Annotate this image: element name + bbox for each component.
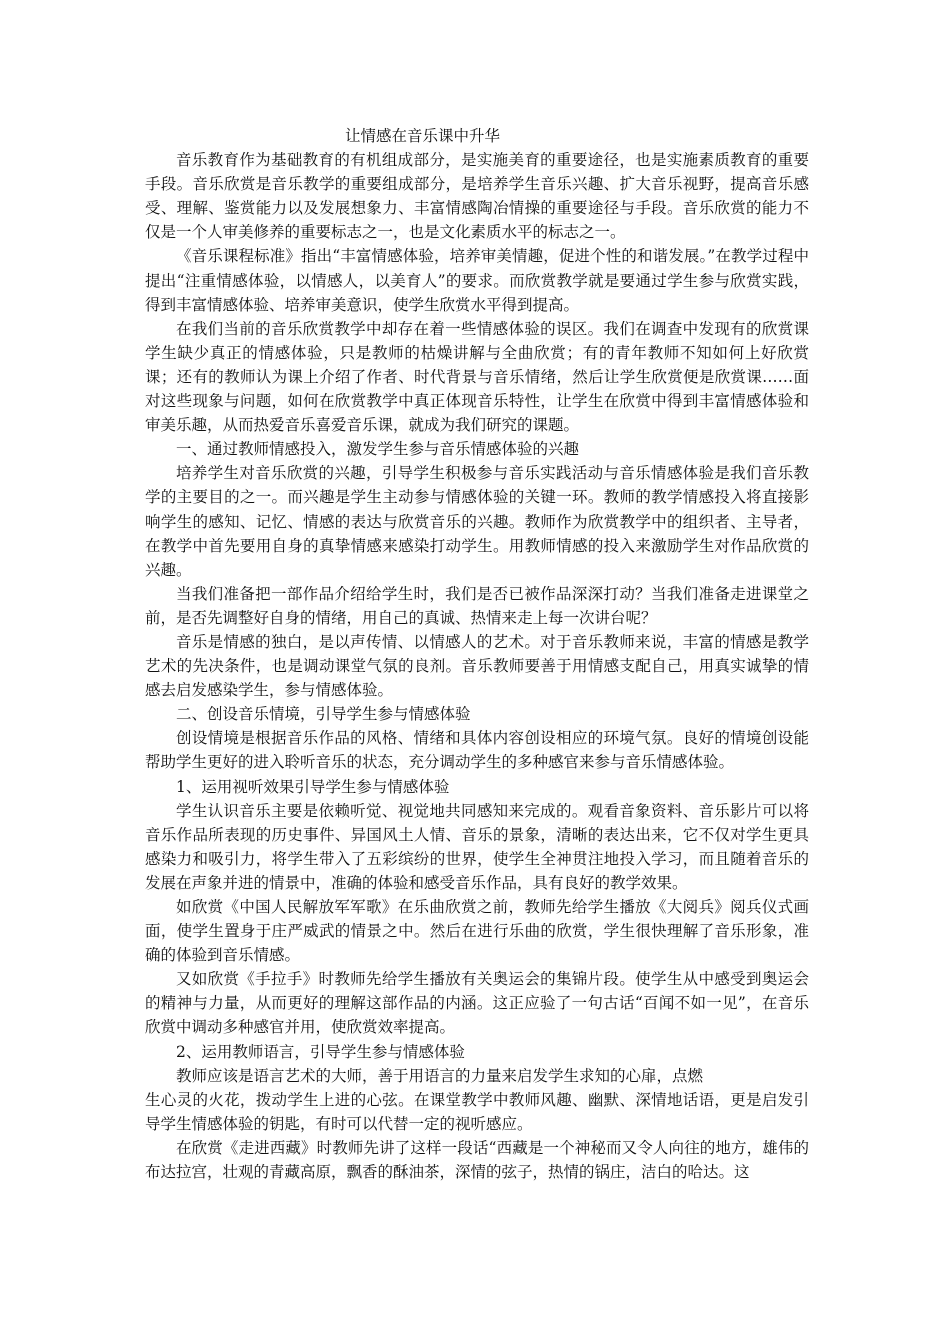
subsection-heading: 1、运用视听效果引导学生参与情感体验 [176, 777, 450, 796]
paragraph-continuation: 生心灵的火花，拨动学生上进的心弦。在课堂教学中教师风趣、幽默、深情地话语，更是启发引导学生情感体验的钥匙，有时可以代替一定的视听感应。 [145, 1090, 809, 1133]
paragraph: 在我们当前的音乐欣赏教学中却存在着一些情感体验的误区。我们在调查中发现有的欣赏课学生缺少真正的情感体验，只是教师的枯燥讲解与全曲欣赏；有的青年教师不知如何上好欣赏课；还有的教师认为课上介绍了作者、时代背景与音乐情绪，然后让学生欣赏便是欣赏课……面对这些现象与问题，如何在欣赏教学中真正体现音乐特性，让学生在欣赏中得到丰富情感体验和审美乐趣，从而热爱音乐喜爱音乐课，就成为我们研究的课题。 [145, 319, 809, 435]
paragraph: 音乐教育作为基础教育的有机组成部分，是实施美育的重要途径，也是实施素质教育的重要手段。音乐欣赏是音乐教学的重要组成部分，是培养学生音乐兴趣、扩大音乐视野，提高音乐感受、理解、鉴赏能力以及发展想象力、丰富情感陶冶情操的重要途径与手段。音乐欣赏的能力不仅是一个人审美修养的重要标志之一，也是文化素质水平的标志之一。 [145, 151, 809, 242]
section-heading: 一、通过教师情感投入，激发学生参与音乐情感体验的兴趣 [176, 440, 580, 459]
document-page [145, 124, 809, 1184]
paragraph: 教师应该是语言艺术的大师，善于用语言的力量来启发学生求知的心扉，点燃 [176, 1066, 704, 1085]
paragraph: 学生认识音乐主要是依赖听觉、视觉地共同感知来完成的。观看音象资料、音乐影片可以将音乐作品所表现的历史事件、异国风土人情、音乐的景象，清晰的表达出来，它不仅对学生更具感染力和吸引力，将学生带入了五彩缤纷的世界，使学生全神贯注地投入学习，而且随着音乐的发展在声象并进的情景中，准确的体验和感受音乐作品，具有良好的教学效果。 [145, 801, 809, 892]
paragraph: 音乐是情感的独白，是以声传情、以情感人的艺术。对于音乐教师来说，丰富的情感是教学艺术的先决条件，也是调动课堂气氛的良剂。音乐教师要善于用情感支配自己，用真实诚挚的情感去启发感染学生，参与情感体验。 [145, 632, 809, 700]
document-title: 让情感在音乐课中升华 [345, 127, 501, 145]
section-heading: 二、创设音乐情境，引导学生参与情感体验 [176, 705, 471, 724]
paragraph: 如欣赏《中国人民解放军军歌》在乐曲欣赏之前，教师先给学生播放《大阅兵》阅兵仪式画面，使学生置身于庄严威武的情景之中。然后在进行乐曲的欣赏，学生很快理解了音乐形象，准确的体验到音乐情感。 [145, 898, 809, 965]
paragraph: 又如欣赏《手拉手》时教师先给学生播放有关奥运会的集锦片段。使学生从中感受到奥运会的精神与力量，从而更好的理解这部作品的内涵。这正应验了一句古话“百闻不如一见”，在音乐欣赏中调动多种感官并用，使欣赏效率提高。 [145, 970, 809, 1037]
paragraph: 在欣赏《走进西藏》时教师先讲了这样一段话“西藏是一个神秘而又令人向往的地方，雄伟的布达拉宫，壮观的青藏高原，飘香的酥油茶，深情的弦子，热情的锅庄，洁白的哈达。这 [145, 1138, 809, 1182]
paragraph: 《音乐课程标准》指出“丰富情感体验，培养审美情趣，促进个性的和谐发展。”在教学过程中提出“注重情感体验，以情感人，以美育人”的要求。而欣赏教学就是要通过学生参与欣赏实践，得到丰富情感体验、培养审美意识，使学生欣赏水平得到提高。 [145, 247, 809, 314]
paragraph: 创设情境是根据音乐作品的风格、情绪和具体内容创设相应的环境气氛。良好的情境创设能帮助学生更好的进入聆听音乐的状态，充分调动学生的多种感官来参与音乐情感体验。 [145, 729, 809, 772]
paragraph: 培养学生对音乐欣赏的兴趣，引导学生积极参与音乐实践活动与音乐情感体验是我们音乐教学的主要目的之一。而兴趣是学生主动参与情感体验的关键一环。教师的教学情感投入将直接影响学生的感知、记忆、情感的表达与欣赏音乐的兴趣。教师作为欣赏教学中的组织者、主导者，在教学中首先要用自身的真挚情感来感染打动学生。用教师情感的投入来激励学生对作品欣赏的兴趣。 [145, 464, 809, 579]
subsection-heading: 2、运用教师语言，引导学生参与情感体验 [176, 1042, 465, 1061]
paragraph: 当我们准备把一部作品介绍给学生时，我们是否已被作品深深打动？当我们准备走进课堂之前，是否先调整好自身的情绪，用自己的真诚、热情来走上每一次讲台呢？ [145, 584, 809, 627]
